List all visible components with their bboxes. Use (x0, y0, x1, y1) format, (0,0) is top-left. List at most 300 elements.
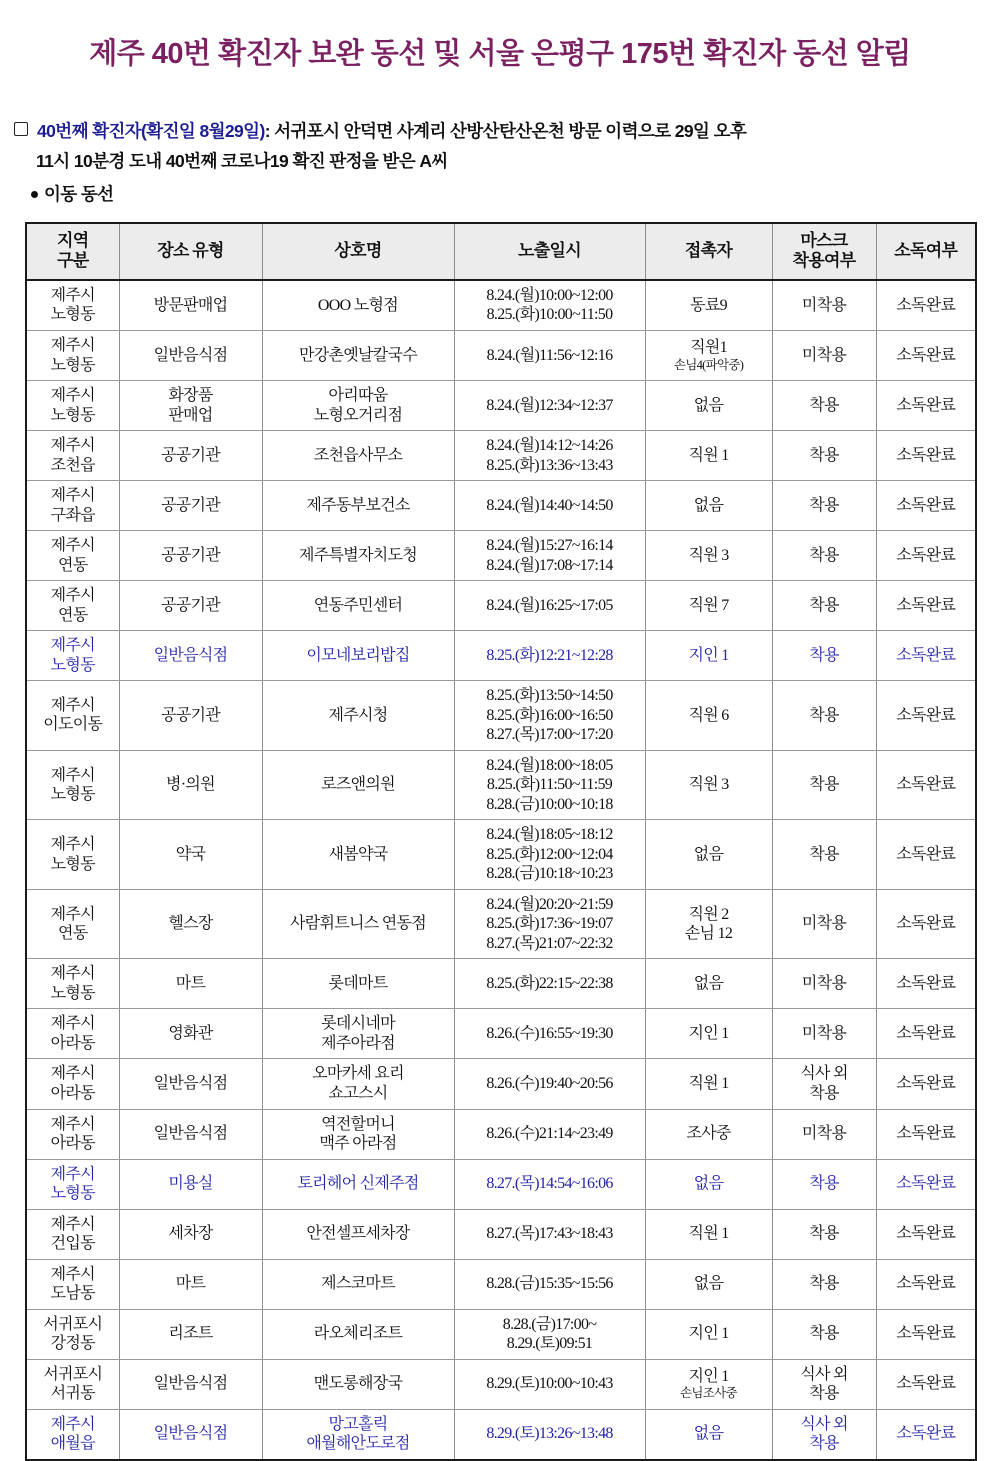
cell-place-name-line: 롯데마트 (328, 975, 388, 993)
cell-contacts (645, 381, 772, 431)
cell-exposure-datetime-line: 8.25.(화)10:00~11:50 (486, 306, 613, 324)
cell-contacts-line: 지인 1 (688, 1367, 729, 1385)
cell-mask (772, 631, 876, 681)
cell-disinfection (876, 750, 976, 820)
route-bullet-label: 이동 동선 (44, 184, 114, 205)
table-header-row (26, 223, 976, 280)
cell-mask (772, 280, 876, 331)
cell-exposure-datetime-line: 8.25.(화)12:21~12:28 (486, 646, 613, 664)
cell-place-type-line: 공공기관 (160, 446, 221, 464)
cell-disinfection (876, 331, 976, 381)
cell-region-line: 연동 (57, 606, 88, 624)
cell-place-name (262, 381, 454, 431)
cell-contacts-line: 손님 12 (684, 925, 733, 943)
page-title: 제주 40번 확진자 보완 동선 및 서울 은평구 175번 확진자 동선 알림 (89, 38, 911, 71)
route-table-container (25, 222, 975, 1461)
cell-mask-line: 식사 외 (800, 1415, 848, 1433)
cell-disinfection (876, 1109, 976, 1159)
cell-exposure-datetime-line: 8.27.(목)14:54~16:06 (486, 1175, 613, 1193)
cell-disinfection-line: 소독완료 (896, 1175, 956, 1193)
cell-mask (772, 1409, 876, 1460)
cell-contacts (645, 531, 772, 581)
cell-place-type (119, 431, 262, 481)
cell-contacts-line: 없음 (693, 975, 724, 993)
cell-exposure-datetime-line: 8.27.(목)17:43~18:43 (486, 1225, 613, 1243)
cell-contacts-line: 직원 1 (688, 1225, 729, 1243)
cell-disinfection-line: 소독완료 (896, 546, 956, 564)
cell-exposure-datetime (454, 681, 645, 751)
cell-region-line: 제주시 (50, 286, 95, 304)
cell-exposure-datetime (454, 1309, 645, 1359)
table-row (26, 581, 976, 631)
cell-contacts-line: 없음 (693, 1275, 724, 1293)
cell-place-type-line: 판매업 (168, 406, 213, 424)
cell-place-type (119, 1009, 262, 1059)
cell-region-line: 제주시 (50, 1015, 95, 1033)
cell-place-type-line: 세차장 (168, 1225, 213, 1243)
cell-place-type (119, 750, 262, 820)
cell-mask-line: 착용 (809, 1225, 839, 1243)
cell-region-line: 애월읍 (50, 1435, 95, 1453)
cell-contacts-line: 직원 3 (688, 546, 729, 564)
cell-mask-line: 착용 (809, 845, 839, 863)
cell-place-type (119, 331, 262, 381)
cell-mask (772, 1359, 876, 1409)
cell-mask (772, 820, 876, 890)
cell-contacts (645, 1009, 772, 1059)
cell-contacts (645, 1059, 772, 1109)
cell-place-name (262, 750, 454, 820)
cell-mask-line: 미착용 (801, 296, 847, 314)
cell-mask (772, 959, 876, 1009)
cell-exposure-datetime (454, 1159, 645, 1209)
cell-contacts (645, 1359, 772, 1409)
cell-mask (772, 681, 876, 751)
cell-region (26, 1209, 119, 1259)
cell-place-type-line: 마트 (175, 975, 206, 993)
cell-place-type-line: 헬스장 (168, 915, 213, 933)
cell-disinfection (876, 531, 976, 581)
cell-mask-line: 착용 (809, 496, 839, 514)
cell-disinfection (876, 1259, 976, 1309)
cell-region-line: 제주시 (50, 637, 95, 655)
cell-mask-line: 미착용 (801, 915, 847, 933)
cell-place-name (262, 1309, 454, 1359)
cell-region-line: 제주시 (50, 905, 95, 923)
cell-contacts-line: 없음 (693, 1425, 724, 1443)
cell-exposure-datetime (454, 631, 645, 681)
cell-region (26, 481, 119, 531)
table-row (26, 631, 976, 681)
cell-place-type-line: 방문판매업 (153, 296, 228, 314)
cell-region (26, 889, 119, 959)
cell-contacts-line: 직원 1 (688, 1075, 729, 1093)
cell-place-type (119, 820, 262, 890)
cell-mask (772, 581, 876, 631)
cell-exposure-datetime-line: 8.29.(토)09:51 (506, 1335, 593, 1353)
cell-mask-line: 착용 (809, 446, 839, 464)
cell-region (26, 1409, 119, 1460)
cell-exposure-datetime (454, 381, 645, 431)
column-header-mask-line1: 마스크 (800, 230, 848, 250)
cell-contacts (645, 1209, 772, 1259)
cell-region (26, 581, 119, 631)
cell-disinfection-line: 소독완료 (896, 346, 956, 364)
cell-mask (772, 1059, 876, 1109)
cell-place-name-line: 새봄약국 (328, 845, 388, 863)
cell-mask-line: 착용 (809, 776, 839, 794)
cell-mask-line: 착용 (809, 1435, 839, 1453)
cell-mask-line: 미착용 (801, 346, 847, 364)
cell-place-name (262, 1259, 454, 1309)
cell-disinfection-line: 소독완료 (896, 1075, 956, 1093)
cell-place-name-line: 로즈앤의원 (321, 776, 395, 794)
cell-region-line: 제주시 (50, 1215, 95, 1233)
cell-disinfection (876, 381, 976, 431)
cell-place-name (262, 481, 454, 531)
cell-place-type (119, 1059, 262, 1109)
cell-disinfection (876, 889, 976, 959)
cell-place-type-line: 약국 (175, 845, 206, 863)
cell-place-type-line: 일반음식점 (153, 646, 228, 664)
table-row (26, 889, 976, 959)
cell-place-name-line: 맥주 아라점 (319, 1135, 397, 1153)
cell-place-name (262, 889, 454, 959)
cell-place-type-line: 병·의원 (166, 776, 215, 794)
cell-exposure-datetime (454, 1209, 645, 1259)
cell-place-name-line: 제주시청 (328, 706, 388, 724)
cell-region-line: 서귀포시 (43, 1365, 103, 1383)
table-row (26, 820, 976, 890)
cell-place-name (262, 681, 454, 751)
table-header (26, 223, 976, 280)
cell-exposure-datetime-line: 8.24.(월)15:27~16:14 (486, 537, 613, 555)
cell-place-type-line: 마트 (175, 1275, 206, 1293)
cell-contacts-line: 직원 6 (688, 706, 729, 724)
cell-disinfection (876, 1309, 976, 1359)
cell-disinfection (876, 1059, 976, 1109)
cell-exposure-datetime (454, 431, 645, 481)
cell-place-name (262, 331, 454, 381)
cell-region-line: 제주시 (50, 1265, 95, 1283)
cell-exposure-datetime (454, 1109, 645, 1159)
cell-place-name-line: 토리헤어 신제주점 (297, 1175, 419, 1193)
cell-exposure-datetime-line: 8.25.(화)11:50~11:59 (486, 776, 613, 794)
cell-mask-line: 착용 (809, 646, 839, 664)
cell-region-line: 구좌읍 (50, 506, 95, 524)
column-header-disinfection: 소독여부 (876, 223, 976, 280)
cell-place-name-line: 오마카세 요리 (312, 1065, 404, 1083)
cell-contacts-line: 조사중 (686, 1125, 731, 1143)
table-body (26, 280, 976, 1460)
intro-line-2: 11시 10분경 도내 40번째 코로나19 확진 판정을 받은 A씨 (36, 151, 448, 172)
cell-region-line: 서귀동 (50, 1385, 95, 1403)
cell-region-line: 이도이동 (43, 716, 103, 734)
cell-region-line: 아라동 (50, 1135, 95, 1153)
cell-region-line: 노형동 (50, 1185, 95, 1203)
cell-place-type (119, 581, 262, 631)
cell-contacts-line: 지인 1 (688, 646, 729, 664)
cell-disinfection (876, 280, 976, 331)
cell-mask (772, 750, 876, 820)
cell-mask-line: 식사 외 (800, 1365, 848, 1383)
table-row (26, 381, 976, 431)
cell-contacts-line: 없음 (693, 845, 724, 863)
cell-place-type (119, 531, 262, 581)
cell-region (26, 1009, 119, 1059)
table-row (26, 750, 976, 820)
cell-region-line: 제주시 (50, 487, 95, 505)
cell-region-line: 노형동 (50, 786, 95, 804)
cell-disinfection-line: 소독완료 (896, 1225, 956, 1243)
cell-mask-line: 착용 (809, 1084, 839, 1102)
cell-mask (772, 1159, 876, 1209)
table-row (26, 431, 976, 481)
cell-disinfection-line: 소독완료 (896, 646, 956, 664)
column-header-region-line2: 구분 (57, 251, 89, 271)
cell-exposure-datetime (454, 1009, 645, 1059)
cell-region-line: 제주시 (50, 587, 95, 605)
cell-exposure-datetime (454, 959, 645, 1009)
cell-mask-line: 미착용 (801, 1025, 847, 1043)
cell-contacts-line: 직원 1 (688, 446, 729, 464)
cell-exposure-datetime-line: 8.24.(월)12:34~12:37 (486, 396, 613, 414)
cell-region-line: 건입동 (50, 1235, 95, 1253)
cell-place-type-line: 화장품 (168, 387, 213, 405)
cell-disinfection-line: 소독완료 (896, 496, 956, 514)
cell-place-name (262, 1409, 454, 1460)
cell-place-name (262, 631, 454, 681)
cell-exposure-datetime (454, 1359, 645, 1409)
cell-disinfection-line: 소독완료 (896, 396, 956, 414)
cell-disinfection-line: 소독완료 (896, 1375, 956, 1393)
cell-region-line: 제주시 (50, 965, 95, 983)
cell-place-type (119, 381, 262, 431)
cell-disinfection-line: 소독완료 (896, 296, 956, 314)
cell-disinfection (876, 959, 976, 1009)
cell-place-name-line: OOO 노형점 (317, 296, 399, 314)
cell-disinfection (876, 631, 976, 681)
cell-contacts (645, 1109, 772, 1159)
cell-region-line: 노형동 (50, 656, 95, 674)
cell-place-type-line: 일반음식점 (153, 1075, 228, 1093)
table-row (26, 1409, 976, 1460)
cell-place-type-line: 미용실 (168, 1175, 213, 1193)
cell-place-type (119, 280, 262, 331)
cell-contacts (645, 431, 772, 481)
cell-place-name (262, 1059, 454, 1109)
cell-mask (772, 381, 876, 431)
cell-place-type (119, 681, 262, 751)
cell-place-name (262, 280, 454, 331)
cell-place-type (119, 481, 262, 531)
cell-mask (772, 1209, 876, 1259)
cell-contacts (645, 331, 772, 381)
table-row (26, 1309, 976, 1359)
cell-place-type (119, 959, 262, 1009)
intro-line-1-rest: : 서귀포시 안덕면 사계리 산방산탄산온천 방문 이력으로 29일 오후 (264, 121, 747, 142)
case-highlight-label: 40번째 확진자(확진일 8월29일) (37, 121, 265, 142)
cell-contacts (645, 481, 772, 531)
cell-contacts (645, 280, 772, 331)
cell-mask (772, 531, 876, 581)
cell-place-name-line: 역전할머니 (321, 1115, 395, 1133)
cell-region (26, 1259, 119, 1309)
cell-contacts-line: 직원 2 (688, 905, 729, 923)
cell-region (26, 1059, 119, 1109)
cell-mask (772, 331, 876, 381)
route-table (25, 222, 977, 1461)
column-header-mask-line2: 착용여부 (792, 251, 856, 271)
cell-mask (772, 1259, 876, 1309)
table-row (26, 531, 976, 581)
cell-disinfection-line: 소독완료 (896, 975, 956, 993)
cell-exposure-datetime (454, 280, 645, 331)
cell-disinfection-line: 소독완료 (896, 1425, 956, 1443)
cell-region-line: 노형동 (50, 855, 95, 873)
cell-region (26, 631, 119, 681)
cell-disinfection-line: 소독완료 (896, 1025, 956, 1043)
cell-mask (772, 1309, 876, 1359)
cell-disinfection (876, 1159, 976, 1209)
cell-contacts-line: 손님4(파악중) (673, 357, 744, 372)
cell-exposure-datetime-line: 8.26.(수)21:14~23:49 (486, 1125, 613, 1143)
cell-place-type-line: 일반음식점 (153, 1375, 228, 1393)
cell-contacts (645, 631, 772, 681)
table-row (26, 959, 976, 1009)
cell-exposure-datetime (454, 1409, 645, 1460)
table-row (26, 1109, 976, 1159)
column-header-mask (772, 223, 876, 280)
cell-region (26, 820, 119, 890)
cell-exposure-datetime (454, 750, 645, 820)
cell-place-name-line: 쇼고스시 (328, 1084, 388, 1102)
cell-place-type-line: 공공기관 (160, 546, 221, 564)
cell-place-name-line: 제주동부보건소 (306, 496, 410, 514)
cell-region-line: 노형동 (50, 406, 95, 424)
cell-place-name (262, 1109, 454, 1159)
cell-contacts-line: 없음 (693, 496, 724, 514)
cell-contacts-line: 지인 1 (688, 1325, 729, 1343)
cell-place-name-line: 라오체리조트 (313, 1325, 403, 1343)
cell-disinfection-line: 소독완료 (896, 776, 956, 794)
intro-line-1 (14, 116, 978, 146)
cell-place-name-line: 제주특별자치도청 (298, 546, 418, 564)
cell-place-type-line: 공공기관 (160, 706, 221, 724)
cell-place-name (262, 959, 454, 1009)
cell-exposure-datetime-line: 8.24.(월)14:12~14:26 (486, 437, 613, 455)
column-header-exposure-datetime: 노출일시 (454, 223, 645, 280)
cell-contacts-line: 없음 (693, 396, 724, 414)
cell-exposure-datetime-line: 8.24.(월)16:25~17:05 (486, 596, 613, 614)
cell-region (26, 280, 119, 331)
cell-disinfection-line: 소독완료 (896, 596, 956, 614)
cell-disinfection (876, 1359, 976, 1409)
cell-place-type-line: 일반음식점 (153, 346, 228, 364)
cell-region (26, 750, 119, 820)
table-row (26, 1359, 976, 1409)
cell-disinfection (876, 820, 976, 890)
table-row (26, 1159, 976, 1209)
cell-exposure-datetime-line: 8.28.(금)10:00~10:18 (486, 795, 613, 813)
cell-region-line: 제주시 (50, 766, 95, 784)
cell-region-line: 제주시 (50, 1115, 95, 1133)
cell-disinfection (876, 481, 976, 531)
cell-place-name-line: 롯데시네마 (321, 1015, 395, 1033)
table-row (26, 331, 976, 381)
cell-place-name-line: 노형오거리점 (313, 406, 403, 424)
cell-exposure-datetime-line: 8.25.(화)22:15~22:38 (486, 975, 613, 993)
cell-place-type-line: 영화관 (168, 1025, 213, 1043)
cell-exposure-datetime (454, 581, 645, 631)
cell-mask-line: 착용 (809, 546, 839, 564)
cell-place-name (262, 1009, 454, 1059)
cell-place-name (262, 1159, 454, 1209)
cell-region-line: 제주시 (50, 836, 95, 854)
cell-place-type-line: 리조트 (168, 1325, 213, 1343)
cell-place-name-line: 만강촌옛날칼국수 (298, 346, 418, 364)
cell-exposure-datetime-line: 8.25.(화)13:36~13:43 (486, 456, 613, 474)
cell-place-name-line: 애월해안도로점 (306, 1435, 410, 1453)
cell-place-name-line: 맨도롱해장국 (313, 1375, 403, 1393)
cell-disinfection (876, 431, 976, 481)
cell-exposure-datetime-line: 8.29.(토)13:26~13:48 (486, 1425, 613, 1443)
cell-place-name (262, 581, 454, 631)
cell-place-name-line: 이모네보리밥집 (306, 646, 410, 664)
cell-contacts-line: 없음 (693, 1175, 724, 1193)
cell-exposure-datetime-line: 8.24.(월)18:00~18:05 (486, 756, 613, 774)
cell-place-type-line: 공공기관 (160, 596, 221, 614)
cell-contacts-line: 직원 3 (688, 776, 729, 794)
table-row (26, 681, 976, 751)
cell-place-type (119, 1409, 262, 1460)
column-header-region-line1: 지역 (57, 230, 89, 250)
cell-disinfection (876, 681, 976, 751)
cell-place-name (262, 1209, 454, 1259)
cell-contacts-line: 지인 1 (688, 1025, 729, 1043)
table-row (26, 1209, 976, 1259)
cell-contacts (645, 681, 772, 751)
cell-region (26, 681, 119, 751)
cell-disinfection (876, 1009, 976, 1059)
cell-disinfection-line: 소독완료 (896, 706, 956, 724)
cell-mask-line: 미착용 (801, 975, 847, 993)
cell-contacts-line: 손님조사중 (680, 1386, 737, 1401)
cell-exposure-datetime-line: 8.24.(월)10:00~12:00 (486, 286, 613, 304)
cell-place-type (119, 1109, 262, 1159)
cell-place-name-line: 망고홀릭 (328, 1415, 388, 1433)
cell-mask-line: 착용 (809, 1275, 839, 1293)
cell-region-line: 제주시 (50, 437, 95, 455)
cell-exposure-datetime (454, 1059, 645, 1109)
cell-region-line: 제주시 (50, 1165, 95, 1183)
cell-region-line: 아라동 (50, 1084, 95, 1102)
cell-disinfection-line: 소독완료 (896, 845, 956, 863)
cell-disinfection-line: 소독완료 (896, 1275, 956, 1293)
cell-exposure-datetime-line: 8.28.(금)17:00~ (502, 1315, 597, 1333)
cell-exposure-datetime (454, 889, 645, 959)
cell-place-name-line: 사람휘트니스 연동점 (289, 915, 427, 933)
route-bullet-line (14, 179, 978, 209)
cell-region (26, 1359, 119, 1409)
cell-place-name-line: 연동주민센터 (313, 596, 403, 614)
cell-contacts (645, 889, 772, 959)
cell-exposure-datetime-line: 8.28.(금)15:35~15:56 (486, 1275, 613, 1293)
table-row (26, 1009, 976, 1059)
cell-place-name-line: 안전셀프세차장 (306, 1225, 410, 1243)
cell-place-name-line: 제주아라점 (321, 1034, 395, 1052)
cell-exposure-datetime-line: 8.27.(목)21:07~22:32 (486, 934, 613, 952)
